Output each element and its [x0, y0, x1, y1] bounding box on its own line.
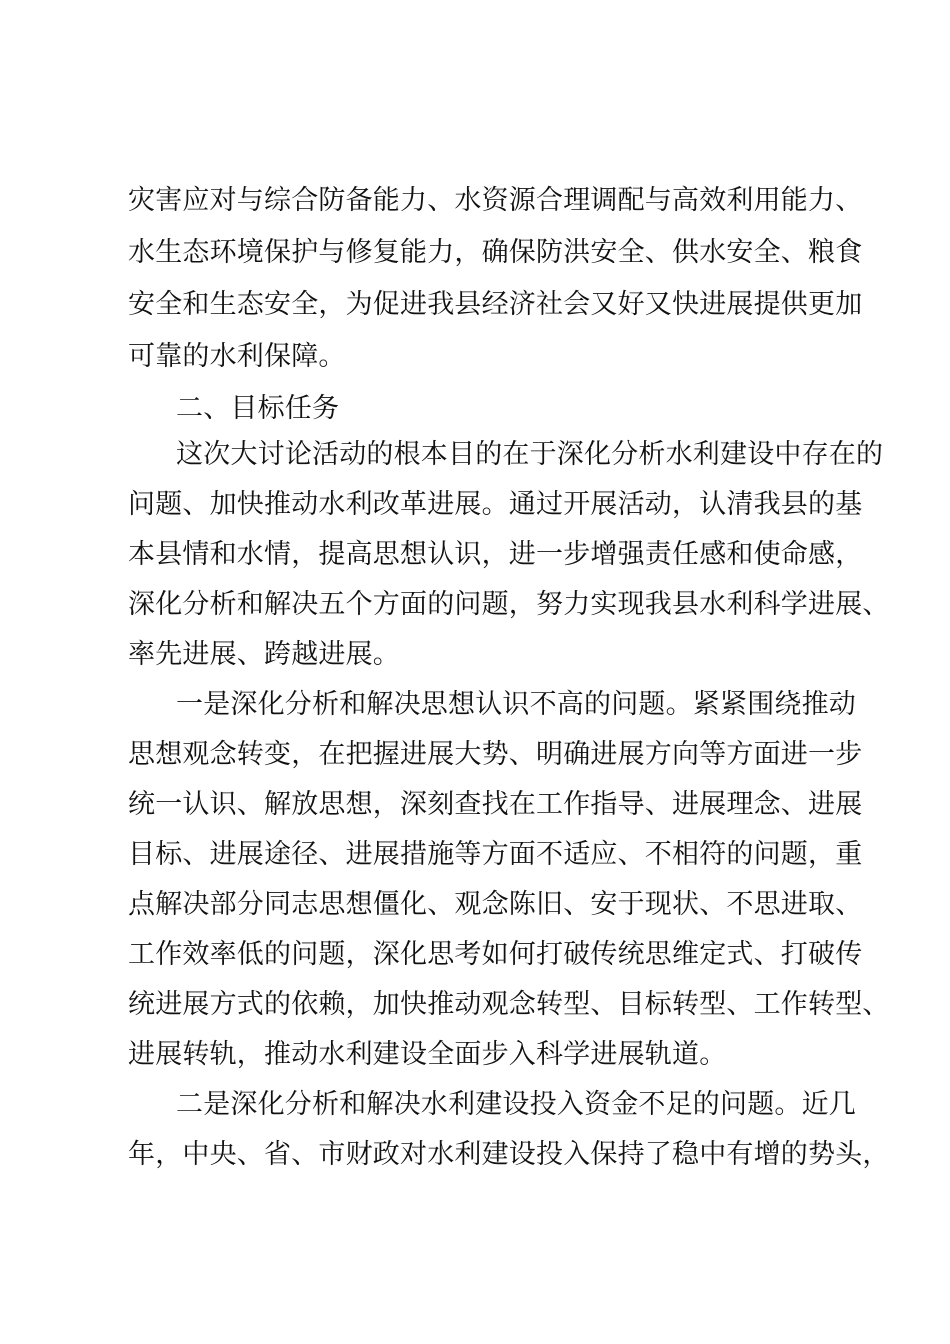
text-line: 率先进展、跨越进展。: [128, 639, 400, 670]
text-line: 点解决部分同志思想僵化、观念陈旧、安于现状、不思进取、: [128, 889, 863, 920]
text-line: 统一认识、解放思想，深刻查找在工作指导、进展理念、进展: [128, 789, 863, 820]
text-line: 安全和生态安全，为促进我县经济社会又好又快进展提供更加: [128, 289, 863, 320]
text-line: 灾害应对与综合防备能力、水资源合理调配与高效利用能力、: [128, 185, 863, 216]
paragraph-start-line: 一是深化分析和解决思想认识不高的问题。紧紧围绕推动: [176, 689, 856, 720]
text-line: 问题、加快推动水利改革进展。通过开展活动，认清我县的基: [128, 489, 863, 520]
text-line: 工作效率低的问题，深化思考如何打破传统思维定式、打破传: [128, 939, 863, 970]
text-line: 深化分析和解决五个方面的问题，努力实现我县水利科学进展、: [128, 589, 890, 620]
text-line: 目标、进展途径、进展措施等方面不适应、不相符的问题，重: [128, 839, 863, 870]
section-heading: 二、目标任务: [176, 393, 340, 424]
paragraph-start-line: 这次大讨论活动的根本目的在于深化分析水利建设中存在的: [176, 439, 884, 470]
text-line: 可靠的水利保障。: [128, 341, 346, 372]
text-line: 思想观念转变，在把握进展大势、明确进展方向等方面进一步: [128, 739, 863, 770]
paragraph-start-line: 二是深化分析和解决水利建设投入资金不足的问题。近几: [176, 1089, 856, 1120]
text-line: 统进展方式的依赖，加快推动观念转型、目标转型、工作转型、: [128, 989, 890, 1020]
text-line: 本县情和水情，提高思想认识，进一步增强责任感和使命感，: [128, 539, 863, 570]
text-line: 水生态环境保护与修复能力，确保防洪安全、供水安全、粮食: [128, 237, 863, 268]
text-line: 年，中央、省、市财政对水利建设投入保持了稳中有增的势头，: [128, 1139, 890, 1170]
text-line: 进展转轨，推动水利建设全面步入科学进展轨道。: [128, 1039, 727, 1070]
